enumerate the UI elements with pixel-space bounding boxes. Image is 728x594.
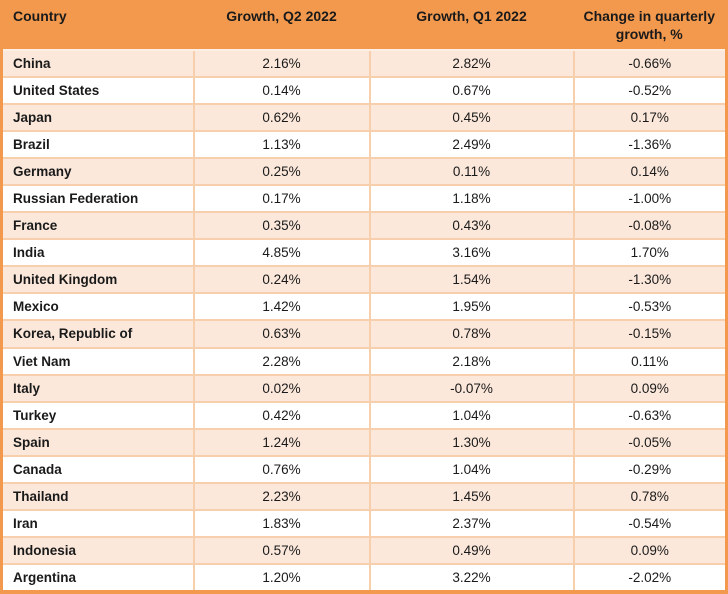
growth-q2-cell: 0.14% [194,77,370,104]
table-row [2,564,727,592]
table-row [2,131,727,158]
country-cell: Iran [2,510,194,537]
growth-q2-cell: 1.42% [194,293,370,320]
country-cell: Mexico [2,293,194,320]
growth-q1-cell: 3.22% [370,564,574,592]
table-row [2,402,727,429]
growth-q2-cell: 2.16% [194,50,370,77]
growth-q2-cell: 0.76% [194,456,370,483]
table-row [2,239,727,266]
column-header-growth-q2-2022: Growth, Q2 2022 [194,1,370,50]
change-cell: -0.66% [574,50,727,77]
growth-q2-cell: 1.20% [194,564,370,592]
table-row [2,293,727,320]
country-cell: Germany [2,158,194,185]
growth-q1-cell: 0.45% [370,104,574,131]
change-cell: -0.54% [574,510,727,537]
growth-q2-cell: 0.02% [194,375,370,402]
change-cell: -0.52% [574,77,727,104]
change-cell: -0.08% [574,212,727,239]
country-cell: Argentina [2,564,194,592]
change-cell: -0.15% [574,320,727,347]
table-row [2,429,727,456]
growth-q2-cell: 1.24% [194,429,370,456]
table-row [2,483,727,510]
growth-q2-cell: 1.13% [194,131,370,158]
growth-q2-cell: 0.63% [194,320,370,347]
change-cell: 0.78% [574,483,727,510]
table-row [2,185,727,212]
growth-q1-cell: 3.16% [370,239,574,266]
change-cell: -1.30% [574,266,727,293]
table-row [2,50,727,77]
change-cell: -2.02% [574,564,727,592]
table-row [2,158,727,185]
growth-q1-cell: 2.82% [370,50,574,77]
growth-q1-cell: 1.45% [370,483,574,510]
growth-q1-cell: 0.78% [370,320,574,347]
country-cell: Brazil [2,131,194,158]
table-row [2,77,727,104]
growth-q1-cell: 1.95% [370,293,574,320]
growth-q2-cell: 0.42% [194,402,370,429]
change-cell: 0.17% [574,104,727,131]
change-cell: 0.09% [574,537,727,564]
table-row [2,537,727,564]
change-cell: -0.29% [574,456,727,483]
growth-q2-cell: 2.28% [194,348,370,375]
table-row [2,104,727,131]
change-cell: 1.70% [574,239,727,266]
growth-q1-cell: 0.43% [370,212,574,239]
country-cell: Viet Nam [2,348,194,375]
change-cell: 0.11% [574,348,727,375]
country-cell: Thailand [2,483,194,510]
growth-q2-cell: 1.83% [194,510,370,537]
change-cell: -0.05% [574,429,727,456]
country-cell: Canada [2,456,194,483]
growth-q1-cell: 0.11% [370,158,574,185]
column-header-country: Country [2,1,194,50]
growth-q2-cell: 0.24% [194,266,370,293]
country-cell: Spain [2,429,194,456]
country-cell: Korea, Republic of [2,320,194,347]
growth-q2-cell: 0.25% [194,158,370,185]
country-cell: United States [2,77,194,104]
growth-q1-cell: 0.49% [370,537,574,564]
growth-q1-cell: 2.18% [370,348,574,375]
growth-q1-cell: 1.18% [370,185,574,212]
change-cell: 0.14% [574,158,727,185]
country-cell: China [2,50,194,77]
growth-q1-cell: 2.37% [370,510,574,537]
table-row [2,456,727,483]
country-cell: Japan [2,104,194,131]
header-row [2,1,727,50]
country-cell: France [2,212,194,239]
table-row [2,375,727,402]
growth-q2-cell: 4.85% [194,239,370,266]
table-row [2,348,727,375]
growth-q1-cell: 1.04% [370,456,574,483]
table-row [2,212,727,239]
change-cell: -0.63% [574,402,727,429]
column-header-growth-q1-2022: Growth, Q1 2022 [370,1,574,50]
growth-q1-cell: 1.30% [370,429,574,456]
growth-q2-cell: 0.62% [194,104,370,131]
table-header [2,1,727,50]
growth-q1-cell: -0.07% [370,375,574,402]
growth-q1-cell: 2.49% [370,131,574,158]
table-row [2,510,727,537]
country-cell: Indonesia [2,537,194,564]
country-cell: Italy [2,375,194,402]
country-cell: Russian Federation [2,185,194,212]
table-row [2,320,727,347]
change-cell: -1.36% [574,131,727,158]
growth-q2-cell: 0.17% [194,185,370,212]
change-cell: -1.00% [574,185,727,212]
table-row [2,266,727,293]
table-body [2,50,727,592]
country-cell: United Kingdom [2,266,194,293]
growth-q2-cell: 2.23% [194,483,370,510]
country-cell: India [2,239,194,266]
change-cell: -0.53% [574,293,727,320]
growth-q2-cell: 0.57% [194,537,370,564]
growth-q1-cell: 1.04% [370,402,574,429]
change-cell: 0.09% [574,375,727,402]
growth-q1-cell: 0.67% [370,77,574,104]
country-cell: Turkey [2,402,194,429]
growth-q2-cell: 0.35% [194,212,370,239]
column-header-change-quarterly-growth: Change in quarterly growth, % [574,1,727,50]
growth-q1-cell: 1.54% [370,266,574,293]
